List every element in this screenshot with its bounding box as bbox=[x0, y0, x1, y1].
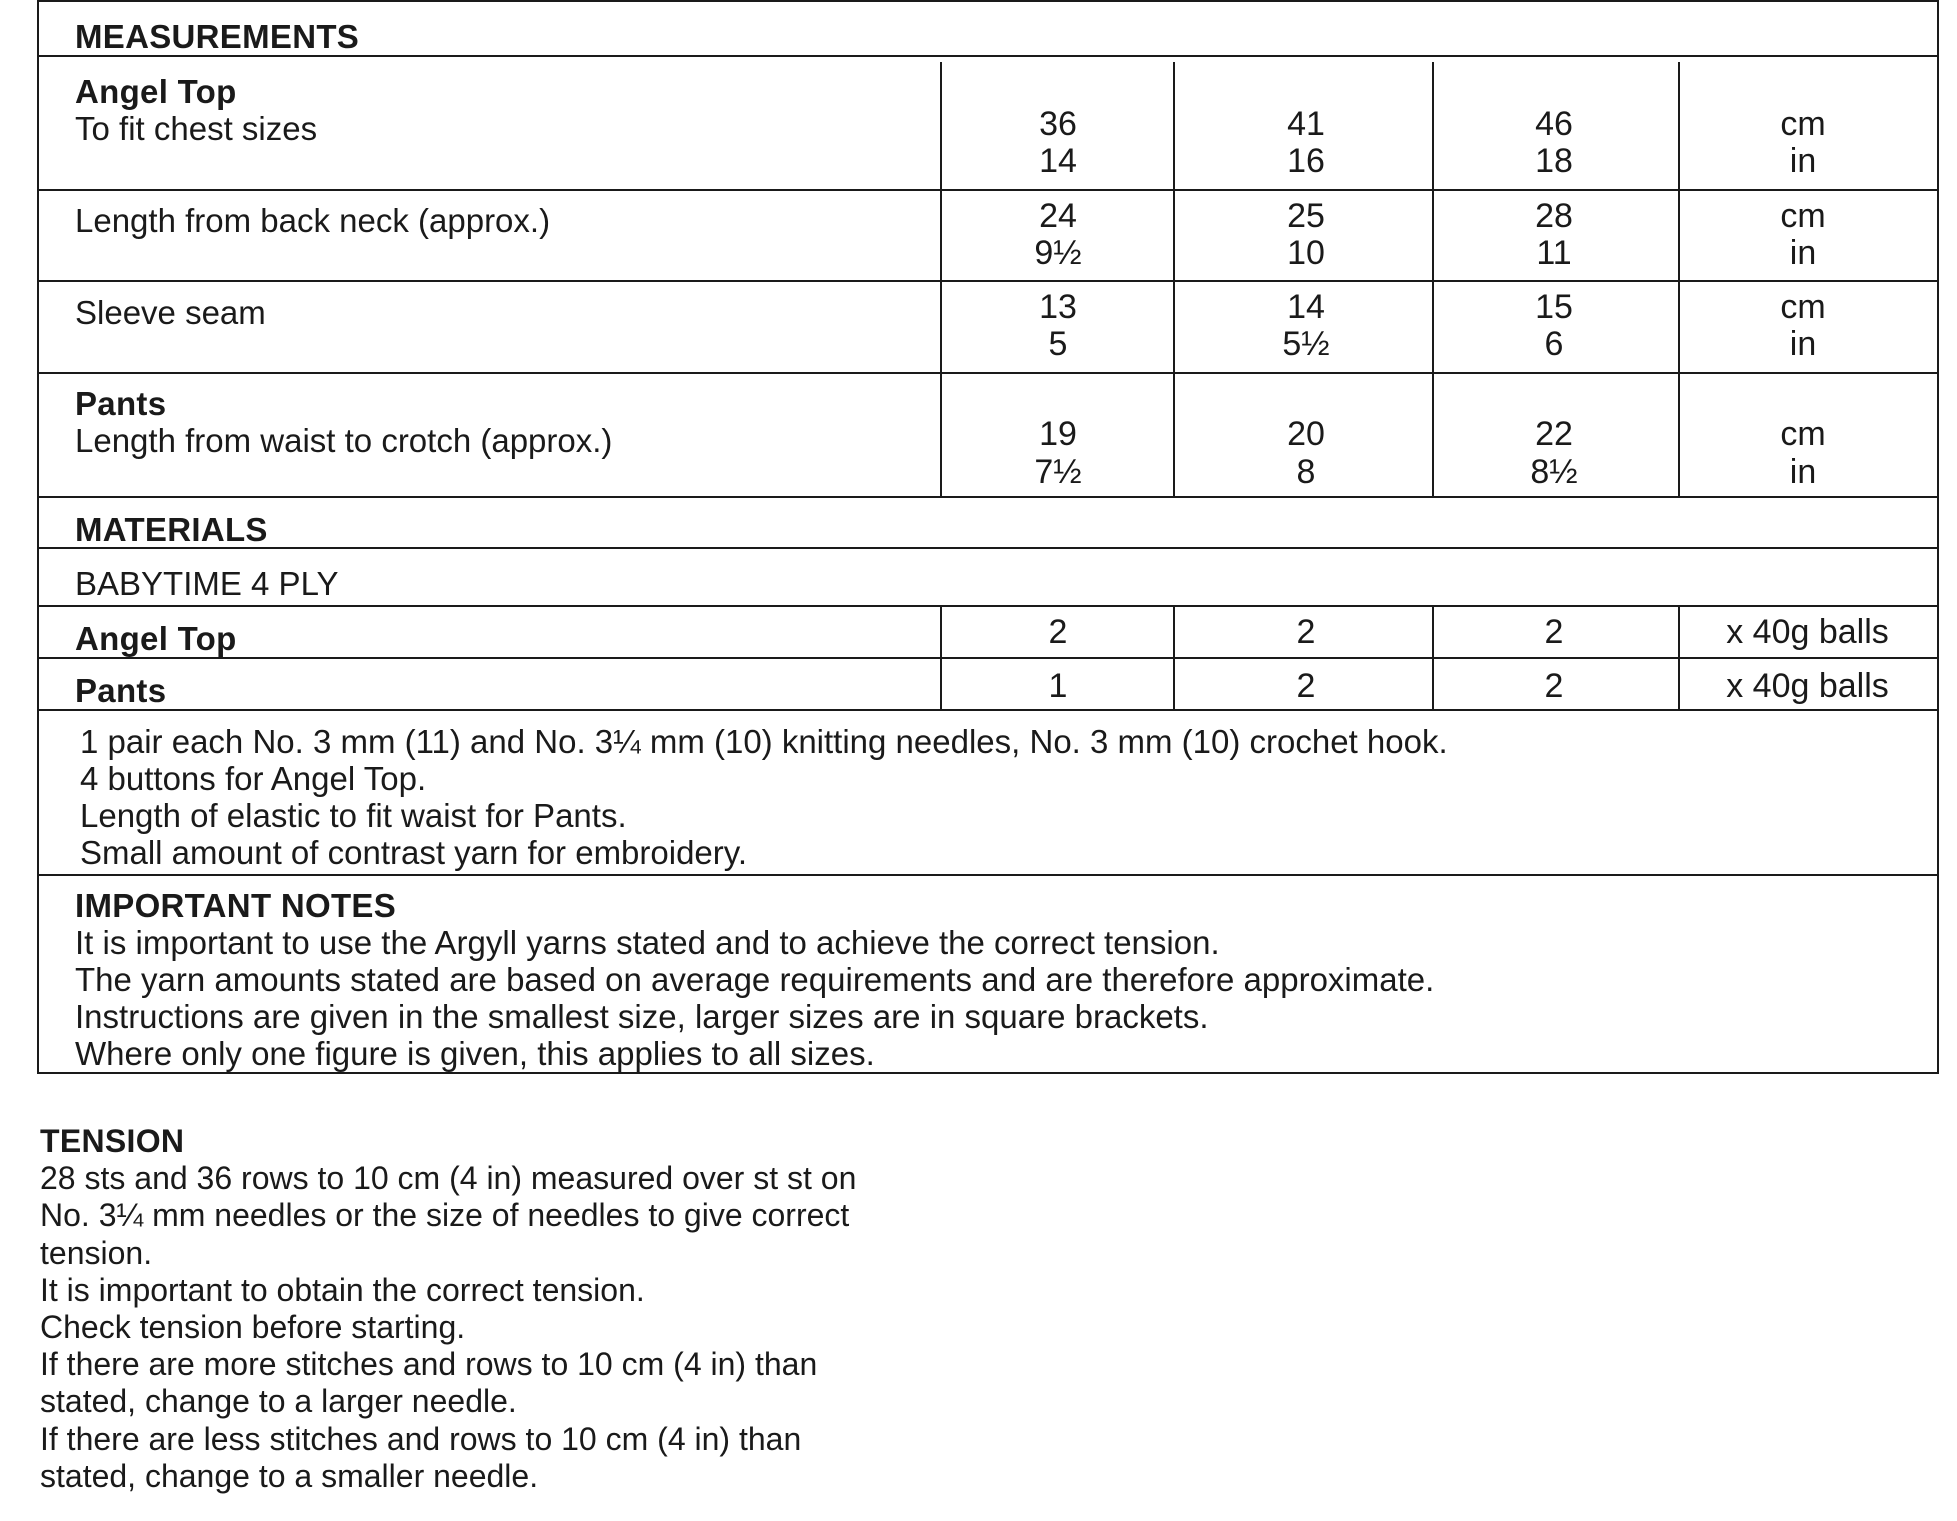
value-cm: 14 bbox=[1287, 288, 1325, 326]
value-in: 6 bbox=[1544, 325, 1564, 363]
value-cm: 13 bbox=[1039, 288, 1077, 326]
unit-cm: cm bbox=[1780, 415, 1826, 453]
measurements-heading: MEASUREMENTS bbox=[75, 18, 360, 55]
divider bbox=[39, 709, 1937, 711]
measurement-label: Sleeve seam bbox=[75, 294, 266, 331]
column-divider bbox=[1678, 605, 1680, 709]
important-notes-heading: IMPORTANT NOTES bbox=[75, 887, 397, 924]
tension-line: stated, change to a larger needle. bbox=[40, 1383, 517, 1420]
value-in: 7½ bbox=[1034, 453, 1082, 491]
value-cm: 41 bbox=[1287, 105, 1325, 143]
column-divider bbox=[940, 605, 942, 709]
yarn-name: BABYTIME 4 PLY bbox=[75, 565, 339, 602]
value-in: 14 bbox=[1039, 142, 1077, 180]
value-cm: 46 bbox=[1535, 105, 1573, 143]
value-in: 18 bbox=[1535, 142, 1573, 180]
measurement-label: To fit chest sizes bbox=[75, 110, 318, 147]
tension-line: stated, change to a smaller needle. bbox=[40, 1457, 539, 1494]
materials-heading: MATERIALS bbox=[75, 511, 268, 548]
unit-in: in bbox=[1789, 453, 1817, 491]
divider bbox=[39, 874, 1937, 876]
balls-count: 2 bbox=[1544, 667, 1564, 705]
column-divider bbox=[1432, 62, 1434, 497]
section-label-angel-top: Angel Top bbox=[75, 73, 237, 110]
column-divider bbox=[1432, 605, 1434, 709]
unit-cm: cm bbox=[1780, 197, 1826, 235]
tension-line: tension. bbox=[40, 1234, 153, 1271]
material-label-pants: Pants bbox=[75, 672, 167, 709]
divider bbox=[39, 280, 1937, 282]
materials-extra: 4 buttons for Angel Top. bbox=[80, 760, 427, 797]
divider bbox=[39, 496, 1937, 498]
unit-cm: cm bbox=[1780, 105, 1826, 143]
important-note: It is important to use the Argyll yarns stated and to achieve the correct tension. bbox=[75, 924, 1220, 961]
tension-line: It is important to obtain the correct tension. bbox=[40, 1271, 645, 1308]
column-divider bbox=[940, 62, 942, 497]
divider bbox=[39, 547, 1937, 549]
unit-cm: cm bbox=[1780, 288, 1826, 326]
tension-line: Check tension before starting. bbox=[40, 1309, 466, 1346]
balls-unit: x 40g balls bbox=[1726, 613, 1889, 651]
materials-extra: 1 pair each No. 3 mm (11) and No. 3¼ mm (10) knitting needles, No. 3 mm (10) crochet hook. bbox=[80, 723, 1448, 760]
divider bbox=[39, 605, 1937, 607]
tension-line: 28 sts and 36 rows to 10 cm (4 in) measured over st st on bbox=[40, 1160, 857, 1197]
value-cm: 20 bbox=[1287, 415, 1325, 453]
materials-extra: Small amount of contrast yarn for embroidery. bbox=[80, 834, 747, 871]
divider bbox=[39, 372, 1937, 374]
divider bbox=[39, 189, 1937, 191]
tension-line: No. 3¼ mm needles or the size of needles to give correct bbox=[40, 1197, 850, 1234]
divider bbox=[39, 657, 1937, 659]
balls-count: 2 bbox=[1296, 667, 1316, 705]
section-label-pants: Pants bbox=[75, 385, 167, 422]
divider bbox=[39, 55, 1937, 57]
balls-count: 2 bbox=[1296, 613, 1316, 651]
measurement-label: Length from waist to crotch (approx.) bbox=[75, 422, 613, 459]
unit-in: in bbox=[1789, 142, 1817, 180]
value-in: 8½ bbox=[1530, 453, 1578, 491]
important-note: Where only one figure is given, this applies to all sizes. bbox=[75, 1035, 875, 1072]
balls-count: 2 bbox=[1048, 613, 1068, 651]
value-cm: 22 bbox=[1535, 415, 1573, 453]
value-cm: 19 bbox=[1039, 415, 1077, 453]
value-in: 5 bbox=[1048, 325, 1068, 363]
material-label-angel-top: Angel Top bbox=[75, 620, 237, 657]
value-cm: 15 bbox=[1535, 288, 1573, 326]
column-divider bbox=[1678, 62, 1680, 497]
important-note: Instructions are given in the smallest size, larger sizes are in square brackets. bbox=[75, 998, 1209, 1035]
value-cm: 28 bbox=[1535, 197, 1573, 235]
tension-heading: TENSION bbox=[40, 1123, 185, 1159]
value-in: 9½ bbox=[1034, 234, 1082, 272]
balls-count: 1 bbox=[1048, 667, 1068, 705]
column-divider bbox=[1173, 605, 1175, 709]
tension-section bbox=[40, 1123, 856, 1495]
important-note: The yarn amounts stated are based on average requirements and are therefore approximate. bbox=[75, 961, 1435, 998]
value-cm: 24 bbox=[1039, 197, 1077, 235]
tension-line: If there are less stitches and rows to 10 cm (4 in) than bbox=[40, 1420, 802, 1457]
value-cm: 25 bbox=[1287, 197, 1325, 235]
value-cm: 36 bbox=[1039, 105, 1077, 143]
value-in: 11 bbox=[1536, 234, 1572, 272]
value-in: 10 bbox=[1287, 234, 1325, 272]
tension-line: If there are more stitches and rows to 10 cm (4 in) than bbox=[40, 1346, 818, 1383]
column-divider bbox=[1173, 62, 1175, 497]
unit-in: in bbox=[1789, 234, 1817, 272]
balls-unit: x 40g balls bbox=[1726, 667, 1889, 705]
value-in: 16 bbox=[1287, 142, 1325, 180]
value-in: 5½ bbox=[1282, 325, 1330, 363]
balls-count: 2 bbox=[1544, 613, 1564, 651]
unit-in: in bbox=[1789, 325, 1817, 363]
value-in: 8 bbox=[1296, 453, 1316, 491]
materials-extra: Length of elastic to fit waist for Pants. bbox=[80, 797, 627, 834]
pattern-info-table bbox=[37, 0, 1939, 1074]
measurement-label: Length from back neck (approx.) bbox=[75, 202, 551, 239]
